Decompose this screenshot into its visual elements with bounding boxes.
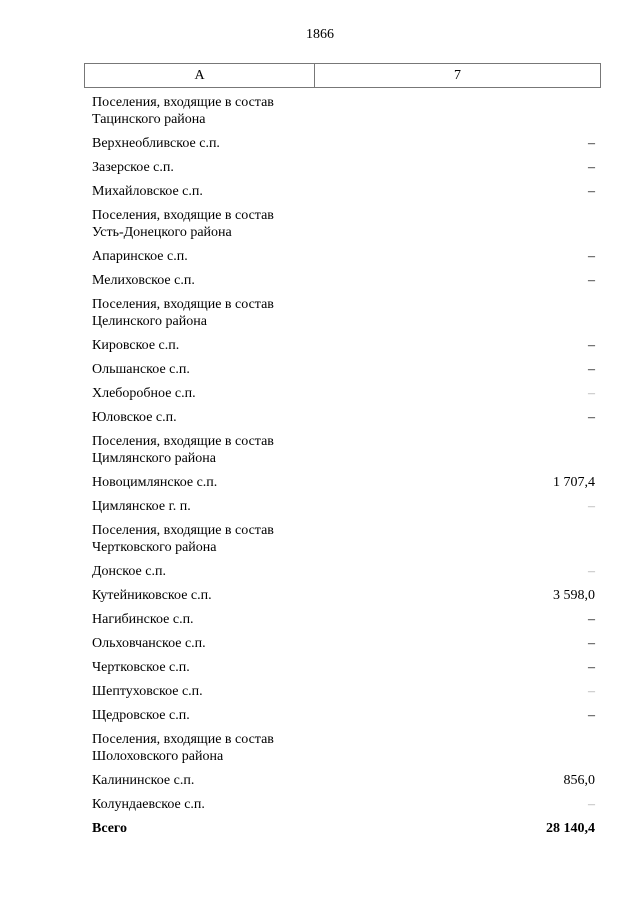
row-value: 856,0 (563, 773, 595, 788)
table-row (92, 433, 595, 474)
row-value: – (588, 362, 595, 377)
table-row (92, 707, 595, 731)
row-name: Юловское с.п. (92, 410, 177, 425)
row-name: Новоцимлянское с.п. (92, 475, 218, 490)
table-row (92, 635, 595, 659)
table-row (92, 337, 595, 361)
table-row (92, 731, 595, 772)
row-name: Мелиховское с.п. (92, 273, 195, 288)
row-value: – (588, 249, 595, 264)
header-col-7: 7 (454, 67, 461, 83)
row-name: Поселения, входящие в состав Целинского района (92, 297, 274, 329)
row-value: – (588, 660, 595, 675)
table-header (84, 63, 601, 88)
row-value: – (588, 636, 595, 651)
table-row (92, 272, 595, 296)
header-col-a: А (85, 64, 315, 87)
table-row (92, 361, 595, 385)
table-row (92, 159, 595, 183)
row-name: Ольховчанское с.п. (92, 636, 206, 651)
row-name: Донское с.п. (92, 564, 166, 579)
table-row (92, 683, 595, 707)
row-value: 3 598,0 (553, 588, 595, 603)
row-name: Всего (92, 821, 127, 836)
row-name: Михайловское с.п. (92, 184, 203, 199)
table-row (92, 563, 595, 587)
row-value: – (588, 184, 595, 199)
table-row (92, 522, 595, 563)
row-value: – (588, 410, 595, 425)
table-body (92, 94, 595, 844)
table-row (92, 94, 595, 135)
table-row (92, 296, 595, 337)
row-name: Поселения, входящие в состав Шолоховского района (92, 732, 274, 764)
row-name: Зазерское с.п. (92, 160, 174, 175)
row-name: Хлеборобное с.п. (92, 386, 196, 401)
row-name: Поселения, входящие в состав Чертковского района (92, 523, 274, 555)
row-value: – (588, 160, 595, 175)
row-value: 28 140,4 (546, 821, 595, 836)
table-row (92, 207, 595, 248)
row-value: – (588, 684, 595, 699)
row-name: Нагибинское с.п. (92, 612, 194, 627)
row-value: – (588, 612, 595, 627)
row-name: Кутейниковское с.п. (92, 588, 212, 603)
table-row (92, 409, 595, 433)
row-value: – (588, 338, 595, 353)
row-name: Шептуховское с.п. (92, 684, 203, 699)
table-row (92, 772, 595, 796)
row-value: – (588, 386, 595, 401)
table-row (92, 183, 595, 207)
row-value: – (588, 564, 595, 579)
row-name: Щедровское с.п. (92, 708, 190, 723)
row-value: – (588, 708, 595, 723)
row-value: – (588, 136, 595, 151)
table-row (92, 796, 595, 820)
row-value: – (588, 797, 595, 812)
total-row (92, 820, 595, 844)
row-name: Апаринское с.п. (92, 249, 188, 264)
row-name: Поселения, входящие в состав Цимлянского района (92, 434, 274, 466)
table-row (92, 248, 595, 272)
row-name: Верхнеобливское с.п. (92, 136, 220, 151)
row-name: Калининское с.п. (92, 773, 195, 788)
table-row (92, 611, 595, 635)
row-name: Цимлянское г. п. (92, 499, 191, 514)
row-value: 1 707,4 (553, 475, 595, 490)
table-row (92, 498, 595, 522)
table-row (92, 474, 595, 498)
table-row (92, 385, 595, 409)
row-name: Колундаевское с.п. (92, 797, 205, 812)
row-value: – (588, 273, 595, 288)
page-number: 1866 (306, 27, 334, 42)
row-name: Кировское с.п. (92, 338, 180, 353)
row-value: – (588, 499, 595, 514)
row-name: Поселения, входящие в состав Тацинского района (92, 95, 274, 127)
row-name: Поселения, входящие в состав Усть-Донецкого района (92, 208, 274, 240)
table-row (92, 659, 595, 683)
row-name: Ольшанское с.п. (92, 362, 190, 377)
table-row (92, 135, 595, 159)
table-row (92, 587, 595, 611)
row-name: Чертковское с.п. (92, 660, 190, 675)
